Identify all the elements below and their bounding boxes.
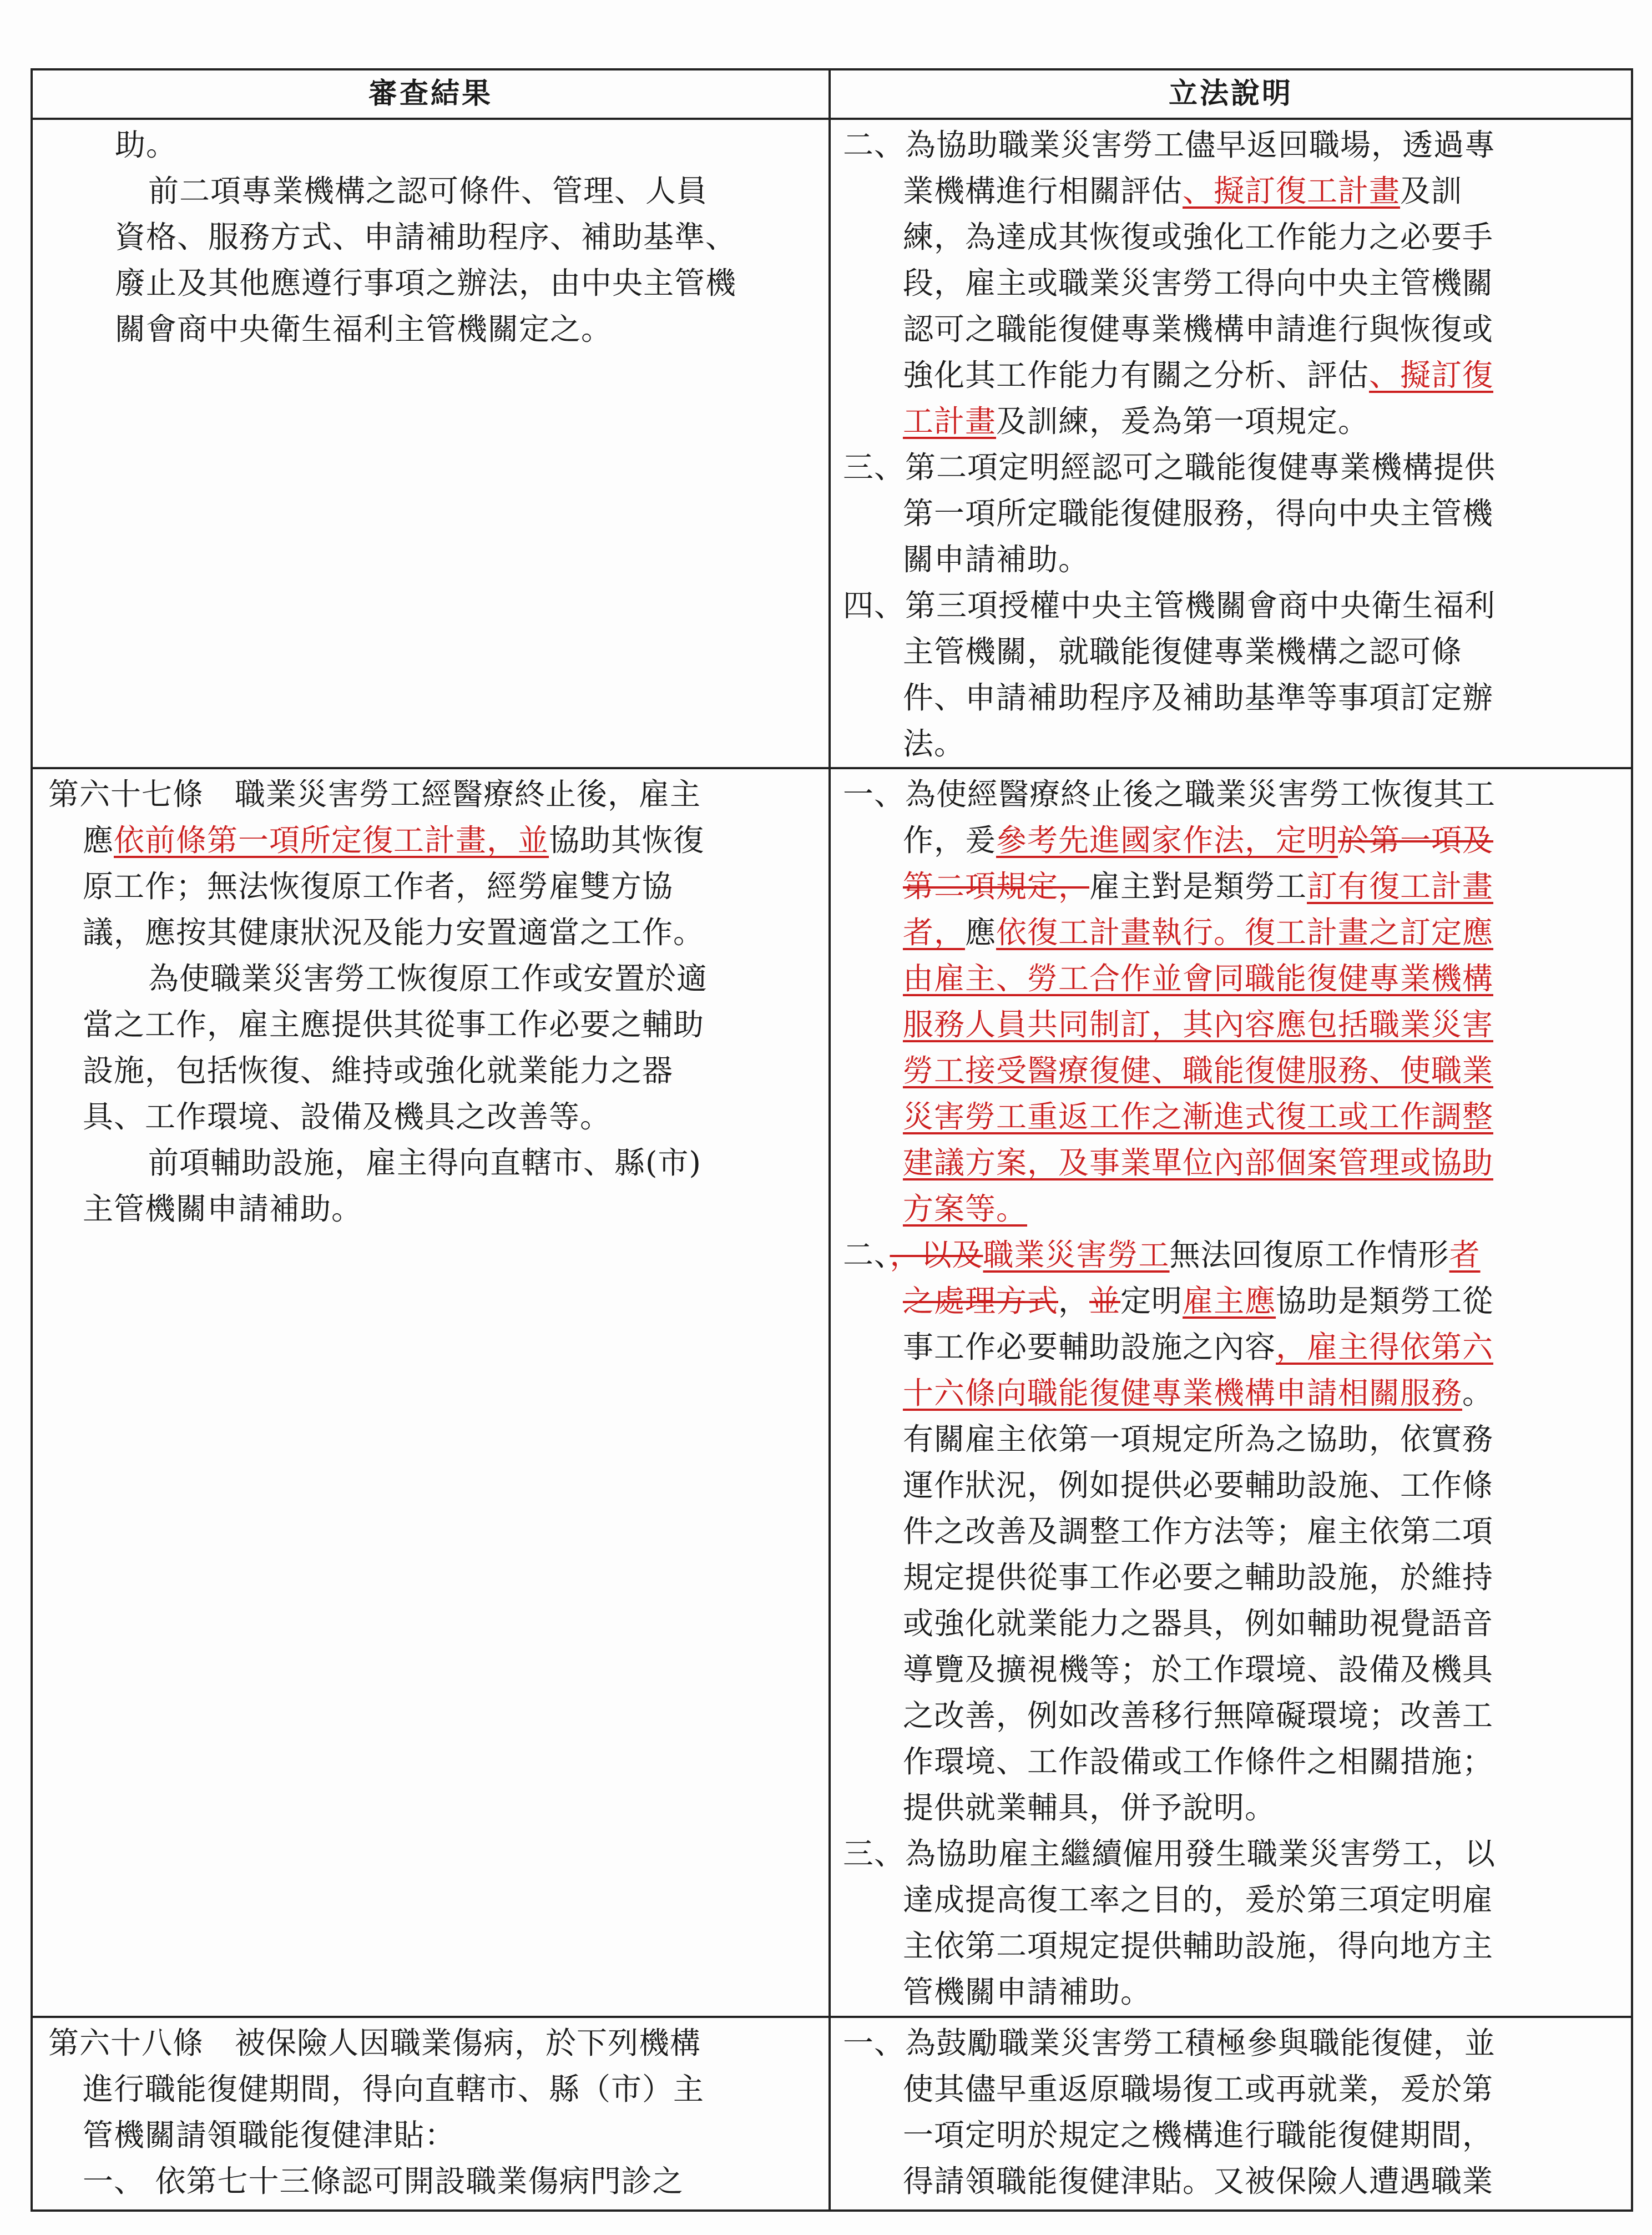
row-2-explanation-cell bbox=[843, 769, 1626, 2016]
text-line bbox=[903, 1140, 1493, 1186]
inserted-text: 方案等。 bbox=[903, 1191, 1028, 1227]
inserted-text: ，雇主得依第六 bbox=[1276, 1329, 1494, 1365]
text-line bbox=[903, 1601, 1493, 1647]
inserted-text: 參考先進國家作法，定明 bbox=[996, 823, 1338, 858]
text-segment: 管機關申請補助。 bbox=[903, 1974, 1152, 2010]
text-line bbox=[903, 956, 1493, 1002]
text-segment: 應 bbox=[83, 823, 114, 858]
text-segment: 段，雇主或職業災害勞工得向中央主管機關 bbox=[903, 265, 1494, 301]
text-line bbox=[83, 1094, 611, 1140]
text-segment: 資格、服務方式、申請補助程序、補助基準、 bbox=[115, 219, 737, 255]
text-segment: 為使職業災害勞工恢復原工作或安置於適 bbox=[148, 961, 708, 996]
text-segment: 廢止及其他應遵行事項之辦法，由中央主管機 bbox=[115, 265, 737, 301]
text-line bbox=[903, 168, 1462, 214]
text-segment: 規定提供從事工作必要之輔助設施，於維持 bbox=[903, 1560, 1494, 1595]
text-line bbox=[903, 721, 965, 767]
text-line bbox=[903, 1693, 1493, 1739]
text-line bbox=[903, 1647, 1493, 1693]
text-line bbox=[903, 1370, 1493, 1416]
text-segment: 強化其工作能力有關之分析、評估 bbox=[903, 357, 1370, 393]
text-line bbox=[903, 1785, 1276, 1831]
text-line bbox=[115, 260, 736, 306]
inserted-text: 災害勞工重返工作之漸進式復工或工作調整 bbox=[903, 1099, 1494, 1134]
text-segment: 導覽及擴視機等；於工作環境、設備及機具 bbox=[903, 1652, 1494, 1687]
text-line bbox=[903, 2158, 1493, 2204]
row-1-review-cell bbox=[48, 120, 820, 767]
text-segment: 三、第二項定明經認可之職能復健專業機構提供 bbox=[843, 450, 1496, 485]
text-segment: 具、工作環境、設備及機具之改善等。 bbox=[83, 1099, 612, 1134]
inserted-text: 者， bbox=[903, 915, 966, 950]
text-segment: 得請領職能復健津貼。又被保險人遭遇職業 bbox=[903, 2163, 1494, 2199]
text-segment: 業機構進行相關評估 bbox=[903, 173, 1183, 209]
text-segment: 關會商中央衛生福利主管機關定之。 bbox=[115, 311, 613, 347]
text-line bbox=[903, 1555, 1493, 1601]
text-segment: 一項定明於規定之機構進行職能復健期間， bbox=[903, 2117, 1494, 2153]
text-line bbox=[843, 583, 1496, 629]
text-line bbox=[83, 864, 673, 910]
inserted-text: 、擬訂復工計畫 bbox=[1183, 173, 1401, 209]
text-segment: 件之改善及調整工作方法等；雇主依第二項 bbox=[903, 1513, 1494, 1549]
inserted-text: 勞工接受醫療復健、職能復健服務、使職業 bbox=[903, 1053, 1494, 1088]
deleted-text: ，以及 bbox=[890, 1237, 983, 1273]
text-segment: 第一項所定職能復健服務，得向中央主管機 bbox=[903, 496, 1494, 531]
text-line bbox=[903, 537, 1089, 583]
text-line bbox=[115, 122, 177, 168]
text-line bbox=[148, 956, 708, 1002]
text-line bbox=[903, 1462, 1493, 1509]
text-line bbox=[148, 168, 708, 214]
text-line bbox=[903, 352, 1493, 398]
text-line bbox=[83, 2158, 683, 2204]
text-segment: 協助其恢復 bbox=[549, 823, 705, 858]
text-line bbox=[903, 1416, 1493, 1462]
text-line bbox=[903, 491, 1493, 537]
deleted-text: 之處理方式 bbox=[903, 1283, 1059, 1319]
text-segment: 一、 依第七十三條認可開設職業傷病門診之 bbox=[83, 2163, 684, 2199]
text-segment: 達成提高復工率之目的，爰於第三項定明雇 bbox=[903, 1882, 1494, 1918]
text-line bbox=[115, 306, 612, 352]
text-segment: 三、為協助雇主繼續僱用發生職業災害勞工，以 bbox=[843, 1836, 1496, 1871]
text-segment: 一、為使經醫療終止後之職業災害勞工恢復其工 bbox=[843, 776, 1496, 812]
inserted-text: 職業災害勞工 bbox=[983, 1237, 1170, 1273]
text-segment: 及訓練，爰為第一項規定。 bbox=[996, 403, 1370, 439]
text-segment: 協助是類勞工從 bbox=[1276, 1283, 1494, 1319]
text-segment: 當之工作，雇主應提供其從事工作必要之輔助 bbox=[83, 1007, 705, 1042]
row-3-explanation-cell bbox=[843, 2018, 1626, 2209]
text-line bbox=[903, 1094, 1493, 1140]
inserted-text: 服務人員共同制訂，其內容應包括職業災害 bbox=[903, 1007, 1494, 1042]
deleted-text: 並 bbox=[1089, 1283, 1121, 1319]
text-segment: 第六十八條 被保險人因職業傷病，於下列機構 bbox=[48, 2025, 701, 2061]
text-line bbox=[903, 214, 1493, 260]
text-segment: 事工作必要輔助設施之內容 bbox=[903, 1329, 1276, 1365]
text-line bbox=[843, 445, 1496, 491]
text-line bbox=[903, 1739, 1493, 1785]
text-line bbox=[83, 2066, 704, 2112]
header-legislative-explanation: 立法說明 bbox=[1168, 77, 1293, 110]
text-segment: 主管機關，就職能復健專業機構之認可條 bbox=[903, 634, 1463, 669]
inserted-text: 由雇主、勞工合作並會同職能復健專業機構 bbox=[903, 961, 1494, 996]
text-segment: ， bbox=[1058, 1283, 1090, 1319]
text-line bbox=[903, 818, 1493, 864]
text-segment: 雇主對是類勞工 bbox=[1089, 869, 1307, 904]
text-segment: 件、申請補助程序及補助基準等事項訂定辦 bbox=[903, 680, 1494, 715]
text-segment: 進行職能復健期間，得向直轄市、縣（市）主 bbox=[83, 2071, 705, 2107]
text-line bbox=[148, 1140, 701, 1186]
deleted-text: 於第一項及 bbox=[1338, 823, 1494, 858]
text-segment: 一、為鼓勵職業災害勞工積極參與職能復健，並 bbox=[843, 2025, 1496, 2061]
inserted-text: 工計畫 bbox=[903, 403, 997, 439]
inserted-text: 十六條向職能復健專業機構申請相關服務 bbox=[903, 1375, 1463, 1411]
inserted-text: 依復工計畫執行。復工計畫之訂定應 bbox=[996, 915, 1494, 950]
text-line bbox=[83, 818, 704, 864]
text-segment: 有關雇主依第一項規定所為之協助，依實務 bbox=[903, 1421, 1494, 1457]
inserted-text: 雇主應 bbox=[1183, 1283, 1276, 1319]
deleted-text: 第二項規定， bbox=[903, 869, 1090, 904]
row-1-explanation-cell bbox=[843, 120, 1626, 767]
text-segment: 法。 bbox=[903, 726, 966, 761]
text-line bbox=[83, 1002, 704, 1048]
text-segment: 設施，包括恢復、維持或強化就業能力之器 bbox=[83, 1053, 674, 1088]
text-segment: 作環境、工作設備或工作條件之相關措施； bbox=[903, 1744, 1494, 1779]
text-line bbox=[843, 771, 1496, 818]
row-2-review-cell bbox=[48, 769, 820, 2016]
text-segment: 使其儘早重返原職場復工或再就業，爰於第 bbox=[903, 2071, 1494, 2107]
text-segment: 。 bbox=[1462, 1375, 1494, 1411]
text-line bbox=[83, 1186, 362, 1232]
text-segment: 第六十七條 職業災害勞工經醫療終止後，雇主 bbox=[48, 776, 701, 812]
text-segment: 關申請補助。 bbox=[903, 542, 1090, 577]
text-line bbox=[903, 910, 1493, 956]
text-segment: 管機關請領職能復健津貼： bbox=[83, 2117, 456, 2153]
text-line bbox=[843, 122, 1496, 168]
row-3-review-cell bbox=[48, 2018, 820, 2209]
text-segment: 主管機關申請補助。 bbox=[83, 1191, 363, 1227]
text-line bbox=[843, 1831, 1496, 1877]
text-line bbox=[83, 2112, 456, 2158]
text-segment: 提供就業輔具，併予說明。 bbox=[903, 1790, 1276, 1825]
inserted-text: 、擬訂復 bbox=[1369, 357, 1494, 393]
inserted-text: 依前條第一項所定復工計畫，並 bbox=[114, 823, 549, 858]
text-line bbox=[843, 1232, 1481, 1278]
text-line bbox=[903, 306, 1493, 352]
text-line bbox=[903, 398, 1369, 445]
inserted-text: 者 bbox=[1449, 1237, 1481, 1273]
text-segment: 議，應按其健康狀況及能力安置適當之工作。 bbox=[83, 915, 705, 950]
text-segment: 四、第三項授權中央主管機關會商中央衛生福利 bbox=[843, 588, 1496, 623]
text-line bbox=[903, 1002, 1493, 1048]
text-line bbox=[48, 2020, 701, 2066]
text-line bbox=[903, 1278, 1493, 1324]
text-segment: 定明 bbox=[1120, 1283, 1183, 1319]
text-line bbox=[903, 629, 1462, 675]
text-line bbox=[903, 864, 1493, 910]
text-segment: 練，為達成其恢復或強化工作能力之必要手 bbox=[903, 219, 1494, 255]
text-line bbox=[48, 771, 701, 818]
column-divider bbox=[828, 70, 831, 2209]
text-segment: 無法回復原工作情形 bbox=[1169, 1237, 1449, 1273]
header-review-result: 審查結果 bbox=[368, 77, 493, 110]
text-line bbox=[903, 1923, 1493, 1969]
text-segment: 二、為協助職業災害勞工儘早返回職場，透過專 bbox=[843, 127, 1496, 163]
text-line bbox=[115, 214, 736, 260]
text-segment: 原工作；無法恢復原工作者，經勞雇雙方協 bbox=[83, 869, 674, 904]
text-segment: 之改善，例如改善移行無障礙環境；改善工 bbox=[903, 1698, 1494, 1733]
text-segment: 二、 bbox=[843, 1237, 890, 1273]
text-segment: 助。 bbox=[115, 127, 178, 163]
text-line bbox=[83, 910, 704, 956]
text-line bbox=[903, 2066, 1493, 2112]
text-segment: 前二項專業機構之認可條件、管理、人員 bbox=[148, 173, 708, 209]
text-line bbox=[903, 260, 1493, 306]
text-line bbox=[903, 1324, 1493, 1370]
text-line bbox=[83, 1048, 673, 1094]
text-segment: 運作狀況，例如提供必要輔助設施、工作條 bbox=[903, 1467, 1494, 1503]
text-line bbox=[903, 1877, 1493, 1923]
text-line bbox=[903, 675, 1493, 721]
inserted-text: 訂有復工計畫 bbox=[1307, 869, 1494, 904]
text-line bbox=[843, 2020, 1496, 2066]
review-table bbox=[31, 68, 1633, 2212]
text-line bbox=[903, 1969, 1151, 2015]
text-line bbox=[903, 2112, 1493, 2158]
text-segment: 及訓 bbox=[1400, 173, 1463, 209]
inserted-text: 建議方案，及事業單位內部個案管理或協助 bbox=[903, 1145, 1494, 1180]
text-segment: 作，爰 bbox=[903, 823, 997, 858]
text-segment: 或強化就業能力之器具，例如輔助視覺語音 bbox=[903, 1606, 1494, 1641]
text-segment: 前項輔助設施，雇主得向直轄市、縣(市) bbox=[148, 1145, 701, 1180]
text-segment: 應 bbox=[965, 915, 997, 950]
text-segment: 主依第二項規定提供輔助設施，得向地方主 bbox=[903, 1928, 1494, 1964]
text-segment: 認可之職能復健專業機構申請進行與恢復或 bbox=[903, 311, 1494, 347]
text-line bbox=[903, 1186, 1027, 1232]
text-line bbox=[903, 1509, 1493, 1555]
text-line bbox=[903, 1048, 1493, 1094]
